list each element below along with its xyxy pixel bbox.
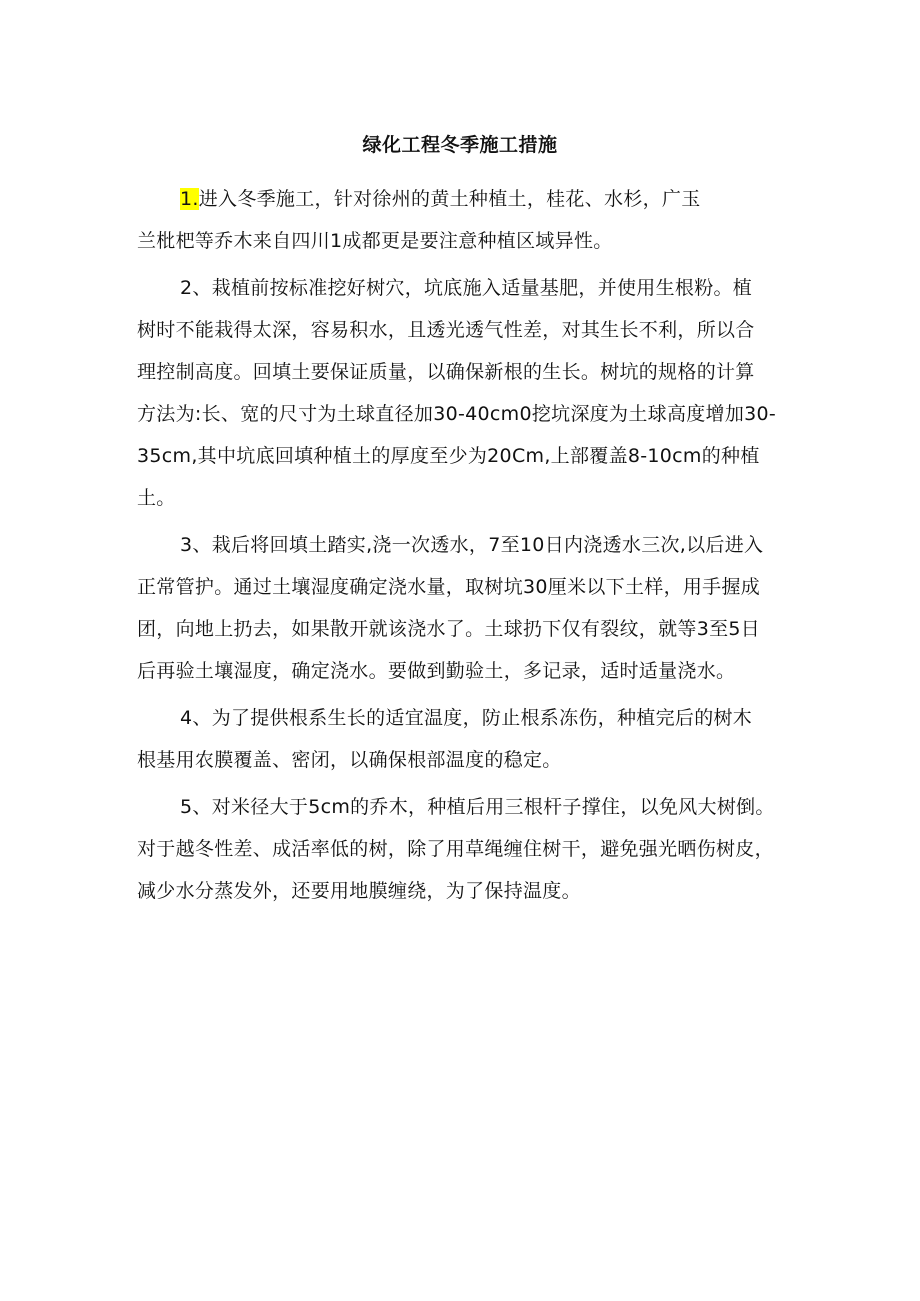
- paragraph-2: [137, 267, 797, 519]
- paragraph-line: 方法为:长、宽的尺寸为土球直径加30-40cm0挖坑深度为土球高度增加30-: [137, 403, 777, 425]
- paragraph-line: 35cm,其中坑底回填种植土的厚度至少为20Cm,上部覆盖8-10cm的种植: [137, 445, 760, 467]
- paragraph-line: 树时不能栽得太深，容易积水，且透光透气性差，对其生长不利，所以合: [137, 319, 755, 341]
- paragraph-line: 根基用农膜覆盖、密闭，以确保根部温度的稳定。: [137, 749, 562, 771]
- paragraph-line: 减少水分蒸发外，还要用地膜缠绕，为了保持温度。: [137, 880, 581, 902]
- paragraph-line: 理控制高度。回填土要保证质量，以确保新根的生长。树坑的规格的计算: [137, 361, 755, 383]
- document-body: [137, 178, 797, 917]
- paragraph-line: 后再验土壤湿度，确定浇水。要做到勤验土，多记录，适时适量浇水。: [137, 660, 736, 682]
- paragraph-4: [137, 697, 797, 781]
- document-title: 绿化工程冬季施工措施: [362, 134, 558, 156]
- paragraph-5: [137, 786, 797, 912]
- paragraph-line: 5、对米径大于5cm的乔木，种植后用三根杆子撑住，以免风大树倒。: [180, 796, 775, 818]
- paragraph-3: [137, 524, 797, 692]
- highlighted-list-marker: 1.: [180, 188, 199, 210]
- paragraph-line: 团，向地上扔去，如果散开就该浇水了。土球扔下仅有裂纹，就等3至5日: [137, 618, 761, 640]
- paragraph-line: 兰枇杷等乔木来自四川1成都更是要注意种植区域异性。: [137, 230, 613, 252]
- paragraph-line: [137, 178, 797, 220]
- paragraph-line: 3、栽后将回填土踏实,浇一次透水，7至10日内浇透水三次,以后进入: [180, 534, 764, 556]
- paragraph-line: 土。: [137, 487, 176, 509]
- paragraph-line: 正常管护。通过土壤湿度确定浇水量，取树坑30厘米以下土样，用手握成: [137, 576, 761, 598]
- paragraph-line: 4、为了提供根系生长的适宜温度，防止根系冻伤，种植完后的树木: [180, 707, 753, 729]
- paragraph-1: [137, 178, 797, 262]
- paragraph-line: 2、栽植前按标准挖好树穴，坑底施入适量基肥，并使用生根粉。植: [180, 277, 753, 299]
- line-text: 进入冬季施工，针对徐州的黄土种植土，桂花、水杉，广玉: [198, 188, 701, 210]
- paragraph-line: 对于越冬性差、成活率低的树，除了用草绳缠住树干，避免强光晒伤树皮，: [137, 838, 774, 860]
